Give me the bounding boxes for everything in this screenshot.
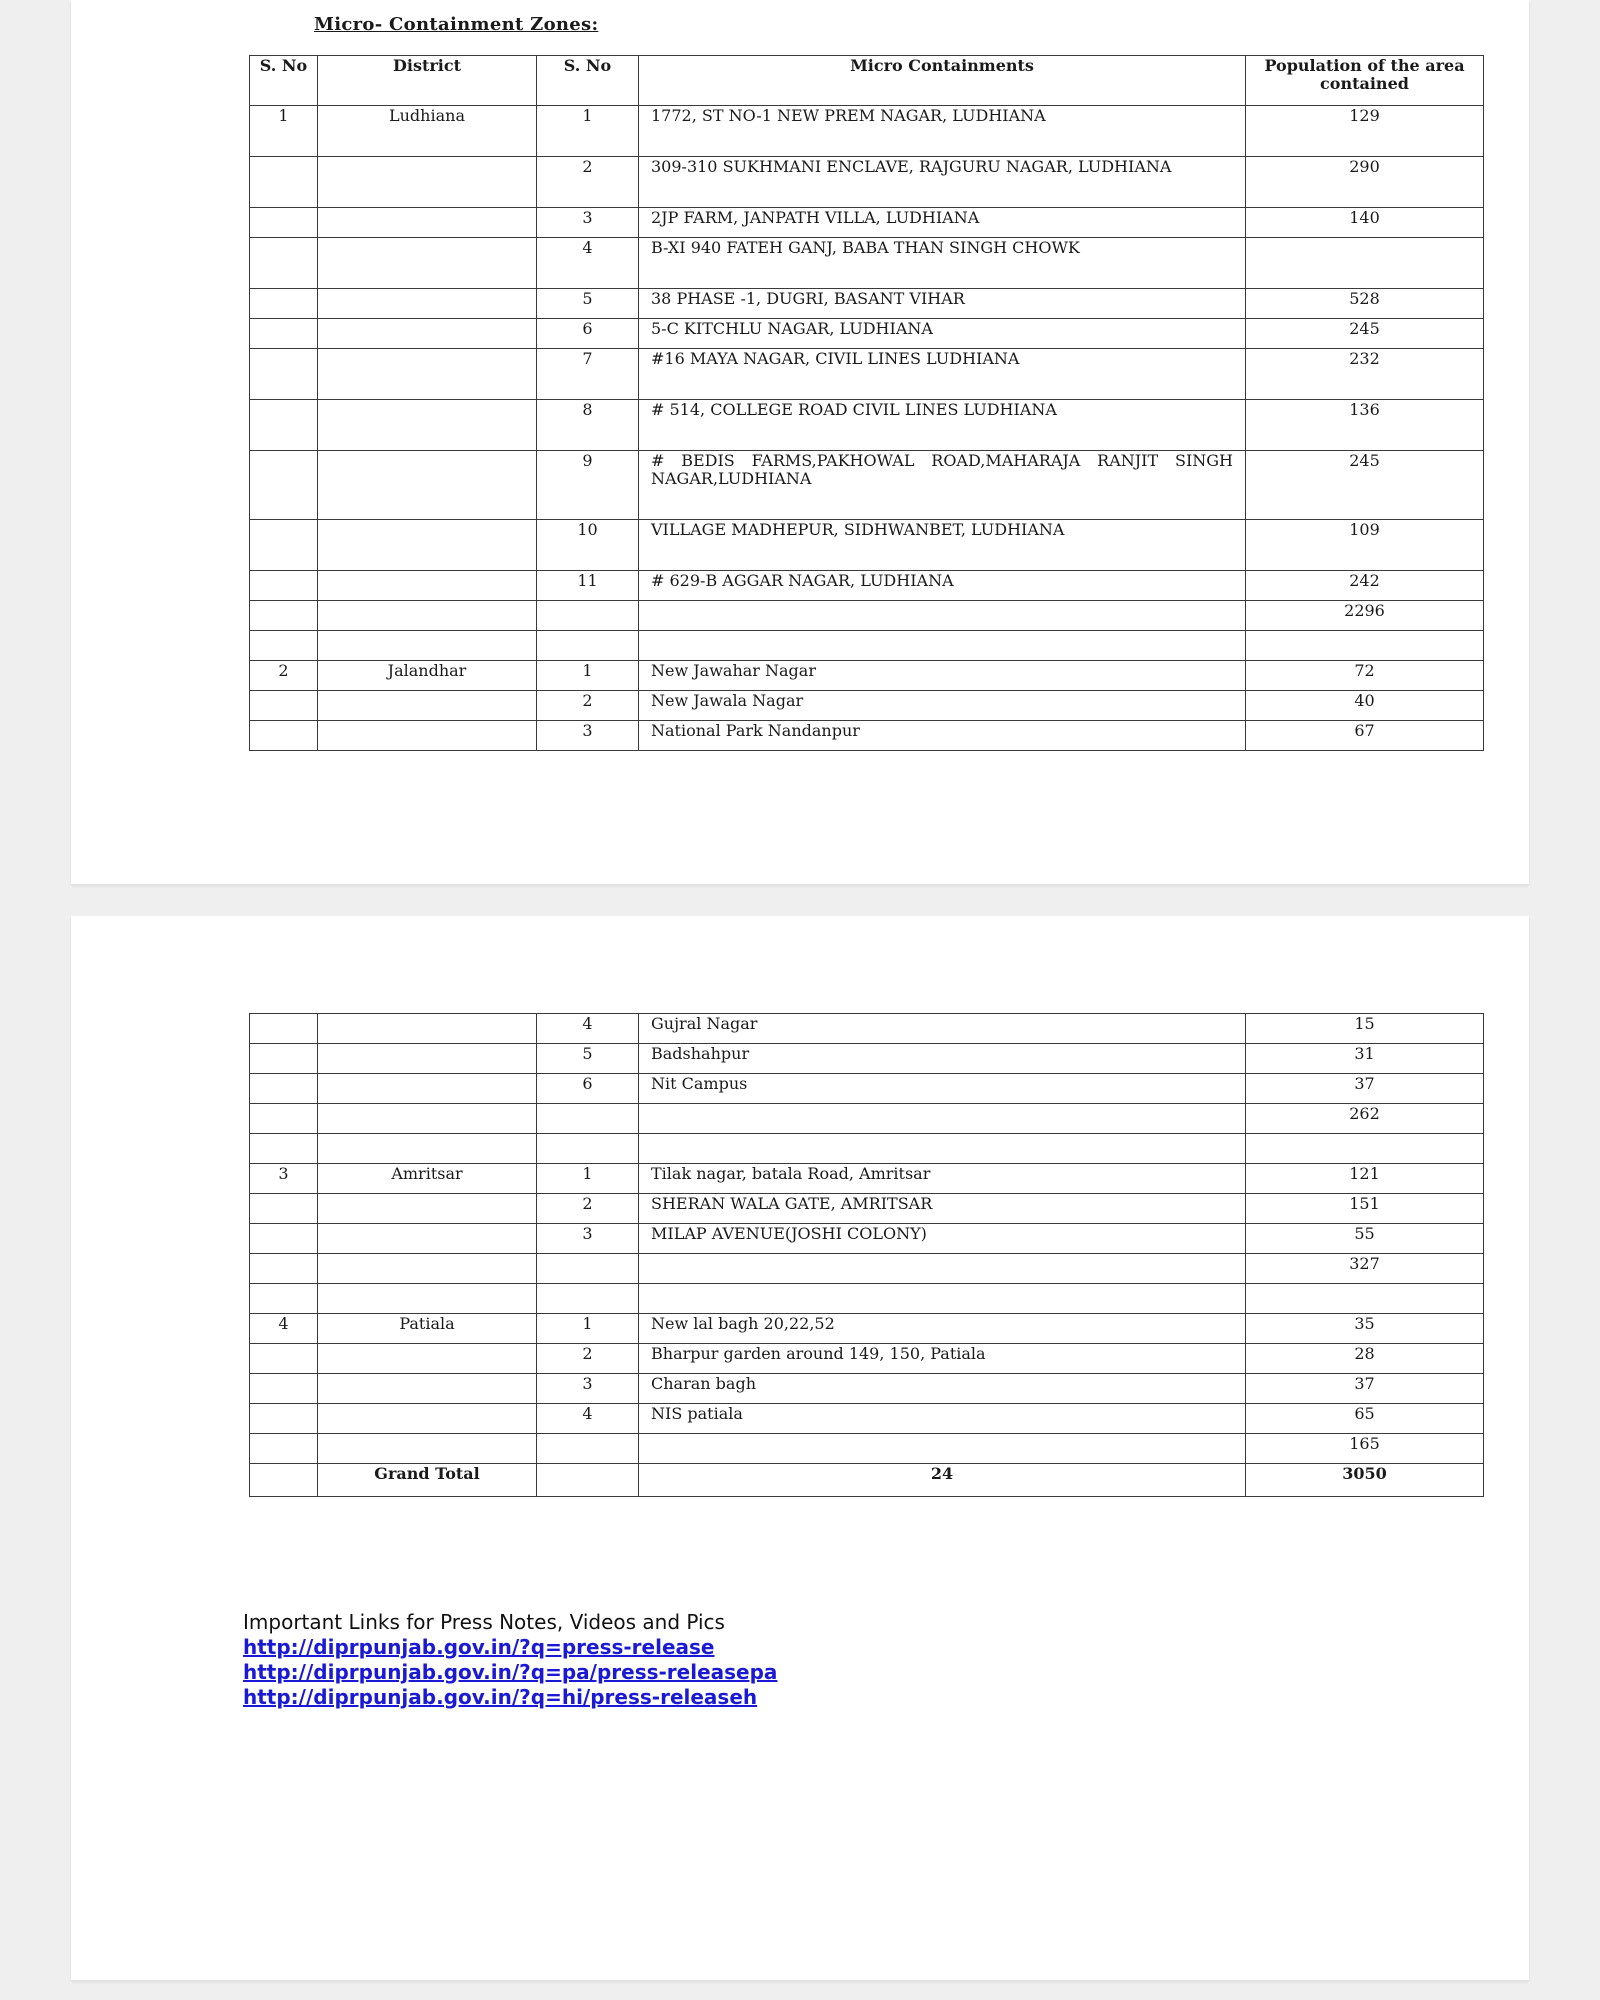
row-population: 245 bbox=[1246, 451, 1484, 520]
row-district bbox=[318, 1014, 537, 1044]
row-sub-sno: 2 bbox=[537, 157, 639, 208]
row-district bbox=[318, 1344, 537, 1374]
row-sno bbox=[250, 691, 318, 721]
press-release-punjabi-link[interactable]: http://diprpunjab.gov.in/?q=pa/press-releasepa bbox=[243, 1660, 778, 1684]
grand-total-count: 24 bbox=[639, 1464, 1246, 1497]
row-district bbox=[318, 349, 537, 400]
row-population: 37 bbox=[1246, 1074, 1484, 1104]
row-population bbox=[1246, 1134, 1484, 1164]
row-population: 65 bbox=[1246, 1404, 1484, 1434]
table-row bbox=[250, 400, 1484, 451]
table-row bbox=[250, 601, 1484, 631]
row-micro-containment: 309-310 SUKHMANI ENCLAVE, RAJGURU NAGAR, LUDHIANA bbox=[639, 157, 1246, 208]
row-sno bbox=[250, 1284, 318, 1314]
row-micro-containment: Nit Campus bbox=[639, 1074, 1246, 1104]
row-population: 242 bbox=[1246, 571, 1484, 601]
row-micro-containment: MILAP AVENUE(JOSHI COLONY) bbox=[639, 1224, 1246, 1254]
row-sno: 3 bbox=[250, 1164, 318, 1194]
row-sno bbox=[250, 1134, 318, 1164]
table-row bbox=[250, 1074, 1484, 1104]
table-row bbox=[250, 289, 1484, 319]
header-micro-containments: Micro Containments bbox=[639, 56, 1246, 106]
row-district bbox=[318, 1134, 537, 1164]
row-sno bbox=[250, 400, 318, 451]
document-page-2 bbox=[71, 916, 1529, 1980]
row-population bbox=[1246, 631, 1484, 661]
table-row bbox=[250, 1104, 1484, 1134]
row-district bbox=[318, 208, 537, 238]
row-sno bbox=[250, 721, 318, 751]
row-micro-containment: # BEDIS FARMS,PAKHOWAL ROAD,MAHARAJA RANJIT SINGH NAGAR,LUDHIANA bbox=[639, 451, 1246, 520]
row-district bbox=[318, 1434, 537, 1464]
table-row bbox=[250, 349, 1484, 400]
header-district: District bbox=[318, 56, 537, 106]
row-district bbox=[318, 691, 537, 721]
row-sub-sno bbox=[537, 1254, 639, 1284]
table-row bbox=[250, 661, 1484, 691]
row-micro-containment: # 629-B AGGAR NAGAR, LUDHIANA bbox=[639, 571, 1246, 601]
row-sub-sno: 6 bbox=[537, 319, 639, 349]
row-sub-sno: 1 bbox=[537, 661, 639, 691]
row-population: 31 bbox=[1246, 1044, 1484, 1074]
table-row bbox=[250, 1434, 1484, 1464]
table-header-row bbox=[250, 56, 1484, 106]
table-row bbox=[250, 1044, 1484, 1074]
row-micro-containment bbox=[639, 631, 1246, 661]
row-population: 165 bbox=[1246, 1434, 1484, 1464]
table-row bbox=[250, 1314, 1484, 1344]
row-micro-containment: Bharpur garden around 149, 150, Patiala bbox=[639, 1344, 1246, 1374]
containment-table-part-1 bbox=[249, 55, 1484, 751]
row-sno bbox=[250, 208, 318, 238]
row-district bbox=[318, 721, 537, 751]
row-district bbox=[318, 1374, 537, 1404]
row-sub-sno: 1 bbox=[537, 106, 639, 157]
table-row bbox=[250, 1014, 1484, 1044]
row-micro-containment bbox=[639, 1434, 1246, 1464]
row-sno bbox=[250, 349, 318, 400]
row-sub-sno: 2 bbox=[537, 1194, 639, 1224]
row-micro-containment: # 514, COLLEGE ROAD CIVIL LINES LUDHIANA bbox=[639, 400, 1246, 451]
row-sno bbox=[250, 631, 318, 661]
row-district bbox=[318, 571, 537, 601]
row-district bbox=[318, 319, 537, 349]
row-population: 136 bbox=[1246, 400, 1484, 451]
grand-total-population: 3050 bbox=[1246, 1464, 1484, 1497]
row-sub-sno: 4 bbox=[537, 238, 639, 289]
row-micro-containment: New Jawala Nagar bbox=[639, 691, 1246, 721]
row-micro-containment: 5-C KITCHLU NAGAR, LUDHIANA bbox=[639, 319, 1246, 349]
row-micro-containment bbox=[639, 1284, 1246, 1314]
row-population: 327 bbox=[1246, 1254, 1484, 1284]
row-district: Ludhiana bbox=[318, 106, 537, 157]
row-population: 290 bbox=[1246, 157, 1484, 208]
row-population: 528 bbox=[1246, 289, 1484, 319]
row-district bbox=[318, 520, 537, 571]
table-row bbox=[250, 1134, 1484, 1164]
row-sno bbox=[250, 238, 318, 289]
table-row bbox=[250, 520, 1484, 571]
row-population: 109 bbox=[1246, 520, 1484, 571]
row-population: 15 bbox=[1246, 1014, 1484, 1044]
row-district bbox=[318, 157, 537, 208]
row-sno bbox=[250, 1194, 318, 1224]
row-population bbox=[1246, 238, 1484, 289]
row-micro-containment: 38 PHASE -1, DUGRI, BASANT VIHAR bbox=[639, 289, 1246, 319]
row-micro-containment: NIS patiala bbox=[639, 1404, 1246, 1434]
row-sub-sno: 6 bbox=[537, 1074, 639, 1104]
row-district bbox=[318, 631, 537, 661]
row-micro-containment bbox=[639, 1254, 1246, 1284]
table-row bbox=[250, 208, 1484, 238]
row-population: 151 bbox=[1246, 1194, 1484, 1224]
row-district bbox=[318, 289, 537, 319]
row-sub-sno bbox=[537, 1134, 639, 1164]
row-population: 232 bbox=[1246, 349, 1484, 400]
row-population: 129 bbox=[1246, 106, 1484, 157]
row-district: Jalandhar bbox=[318, 661, 537, 691]
row-micro-containment: New Jawahar Nagar bbox=[639, 661, 1246, 691]
table-row bbox=[250, 157, 1484, 208]
table-body-part-2 bbox=[250, 1014, 1484, 1464]
table-row bbox=[250, 1194, 1484, 1224]
row-population: 55 bbox=[1246, 1224, 1484, 1254]
row-sno: 2 bbox=[250, 661, 318, 691]
row-sno bbox=[250, 1224, 318, 1254]
table-row bbox=[250, 721, 1484, 751]
row-sub-sno: 1 bbox=[537, 1314, 639, 1344]
row-district bbox=[318, 1224, 537, 1254]
row-sno bbox=[250, 1044, 318, 1074]
document-page-1 bbox=[71, 0, 1529, 884]
row-population: 67 bbox=[1246, 721, 1484, 751]
row-sub-sno: 5 bbox=[537, 1044, 639, 1074]
row-district bbox=[318, 400, 537, 451]
row-sub-sno bbox=[537, 601, 639, 631]
table-row bbox=[250, 451, 1484, 520]
row-sub-sno: 3 bbox=[537, 721, 639, 751]
row-sub-sno: 3 bbox=[537, 1374, 639, 1404]
table-row bbox=[250, 238, 1484, 289]
row-micro-containment bbox=[639, 601, 1246, 631]
row-sub-sno: 7 bbox=[537, 349, 639, 400]
document-title: Micro- Containment Zones: bbox=[314, 14, 599, 35]
row-sub-sno: 3 bbox=[537, 1224, 639, 1254]
row-sno: 1 bbox=[250, 106, 318, 157]
row-population: 37 bbox=[1246, 1374, 1484, 1404]
header-population: Population of the area contained bbox=[1246, 56, 1484, 106]
row-sno bbox=[250, 1254, 318, 1284]
row-population: 2296 bbox=[1246, 601, 1484, 631]
table-row bbox=[250, 1404, 1484, 1434]
row-micro-containment: Gujral Nagar bbox=[639, 1014, 1246, 1044]
table-row bbox=[250, 1164, 1484, 1194]
row-sno bbox=[250, 1374, 318, 1404]
grand-total-label: Grand Total bbox=[318, 1464, 537, 1497]
row-district: Amritsar bbox=[318, 1164, 537, 1194]
row-micro-containment: Badshahpur bbox=[639, 1044, 1246, 1074]
row-sub-sno: 2 bbox=[537, 691, 639, 721]
row-sno bbox=[250, 1344, 318, 1374]
links-heading: Important Links for Press Notes, Videos and Pics bbox=[243, 1610, 725, 1634]
grand-total-row bbox=[250, 1464, 1484, 1497]
row-micro-containment: #16 MAYA NAGAR, CIVIL LINES LUDHIANA bbox=[639, 349, 1246, 400]
row-sub-sno: 8 bbox=[537, 400, 639, 451]
row-sno bbox=[250, 157, 318, 208]
row-micro-containment: 2JP FARM, JANPATH VILLA, LUDHIANA bbox=[639, 208, 1246, 238]
row-sub-sno: 9 bbox=[537, 451, 639, 520]
row-population: 72 bbox=[1246, 661, 1484, 691]
row-population: 35 bbox=[1246, 1314, 1484, 1344]
table-row bbox=[250, 631, 1484, 661]
row-district bbox=[318, 1404, 537, 1434]
row-district bbox=[318, 1044, 537, 1074]
row-district bbox=[318, 451, 537, 520]
row-sno bbox=[250, 289, 318, 319]
table-row bbox=[250, 1374, 1484, 1404]
press-release-link[interactable]: http://diprpunjab.gov.in/?q=press-release bbox=[243, 1635, 715, 1659]
table-row bbox=[250, 571, 1484, 601]
table-cell bbox=[537, 1464, 639, 1497]
table-row bbox=[250, 1344, 1484, 1374]
row-sub-sno: 11 bbox=[537, 571, 639, 601]
row-sub-sno bbox=[537, 1104, 639, 1134]
press-links bbox=[243, 1610, 777, 1710]
row-population: 28 bbox=[1246, 1344, 1484, 1374]
table-body-part-1 bbox=[250, 106, 1484, 751]
table-row bbox=[250, 1284, 1484, 1314]
table-row bbox=[250, 691, 1484, 721]
row-district bbox=[318, 1284, 537, 1314]
row-sub-sno: 4 bbox=[537, 1404, 639, 1434]
press-release-hindi-link[interactable]: http://diprpunjab.gov.in/?q=hi/press-releaseh bbox=[243, 1685, 758, 1709]
row-sub-sno: 2 bbox=[537, 1344, 639, 1374]
row-sub-sno: 10 bbox=[537, 520, 639, 571]
row-micro-containment: National Park Nandanpur bbox=[639, 721, 1246, 751]
row-sub-sno: 1 bbox=[537, 1164, 639, 1194]
row-micro-containment: B-XI 940 FATEH GANJ, BABA THAN SINGH CHOWK bbox=[639, 238, 1246, 289]
row-sub-sno: 3 bbox=[537, 208, 639, 238]
header-sno: S. No bbox=[250, 56, 318, 106]
row-district bbox=[318, 601, 537, 631]
row-population: 262 bbox=[1246, 1104, 1484, 1134]
row-sno bbox=[250, 601, 318, 631]
row-micro-containment bbox=[639, 1104, 1246, 1134]
row-sub-sno bbox=[537, 1284, 639, 1314]
row-micro-containment: VILLAGE MADHEPUR, SIDHWANBET, LUDHIANA bbox=[639, 520, 1246, 571]
row-sno bbox=[250, 1404, 318, 1434]
row-sno bbox=[250, 571, 318, 601]
row-sno bbox=[250, 1104, 318, 1134]
row-micro-containment: 1772, ST NO-1 NEW PREM NAGAR, LUDHIANA bbox=[639, 106, 1246, 157]
table-row bbox=[250, 106, 1484, 157]
row-sno bbox=[250, 1074, 318, 1104]
row-micro-containment: SHERAN WALA GATE, AMRITSAR bbox=[639, 1194, 1246, 1224]
row-sub-sno bbox=[537, 1434, 639, 1464]
row-micro-containment: New lal bagh 20,22,52 bbox=[639, 1314, 1246, 1344]
containment-table-part-2 bbox=[249, 1013, 1484, 1497]
table-row bbox=[250, 1254, 1484, 1284]
row-sno: 4 bbox=[250, 1314, 318, 1344]
row-population: 40 bbox=[1246, 691, 1484, 721]
row-district bbox=[318, 1074, 537, 1104]
row-population bbox=[1246, 1284, 1484, 1314]
row-sno bbox=[250, 1434, 318, 1464]
row-sno bbox=[250, 319, 318, 349]
row-sno bbox=[250, 1014, 318, 1044]
row-sub-sno: 5 bbox=[537, 289, 639, 319]
row-micro-containment bbox=[639, 1134, 1246, 1164]
row-sub-sno bbox=[537, 631, 639, 661]
row-sno bbox=[250, 520, 318, 571]
row-population: 121 bbox=[1246, 1164, 1484, 1194]
row-micro-containment: Tilak nagar, batala Road, Amritsar bbox=[639, 1164, 1246, 1194]
row-district: Patiala bbox=[318, 1314, 537, 1344]
row-population: 245 bbox=[1246, 319, 1484, 349]
row-sub-sno: 4 bbox=[537, 1014, 639, 1044]
row-district bbox=[318, 1254, 537, 1284]
row-district bbox=[318, 1194, 537, 1224]
row-district bbox=[318, 1104, 537, 1134]
header-sub-sno: S. No bbox=[537, 56, 639, 106]
row-population: 140 bbox=[1246, 208, 1484, 238]
table-row bbox=[250, 1224, 1484, 1254]
table-row bbox=[250, 319, 1484, 349]
table-cell bbox=[250, 1464, 318, 1497]
row-district bbox=[318, 238, 537, 289]
row-sno bbox=[250, 451, 318, 520]
row-micro-containment: Charan bagh bbox=[639, 1374, 1246, 1404]
